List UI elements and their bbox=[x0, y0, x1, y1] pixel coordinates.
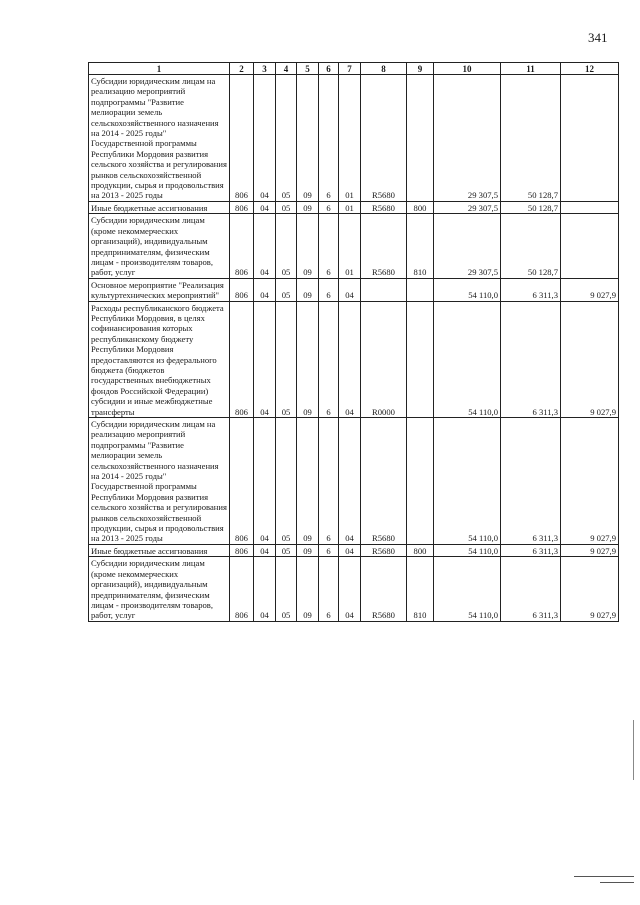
column-header: 12 bbox=[561, 63, 619, 75]
cell-amount-col12: 9 027,9 bbox=[561, 278, 619, 301]
row-description: Субсидии юридическим лицам на реализацию мероприятий подпрограммы "Развитие мелиорации земель сельскохозяйственного назначения на 2014 - 2025 годы" Государственной программы Республики Мордовия развития сельского хозяйства и регулирования рынков сельскохозяйственной продукции, сырья и продовольствия на 2013 - 2025 годы bbox=[89, 75, 230, 202]
cell-subprogram: 6 bbox=[319, 418, 339, 545]
column-header: 1 bbox=[89, 63, 230, 75]
cell-subsection: 05 bbox=[276, 557, 297, 621]
cell-amount-col10: 54 110,0 bbox=[434, 278, 501, 301]
table-row bbox=[89, 214, 619, 278]
cell-section: 04 bbox=[254, 544, 276, 556]
cell-program: 09 bbox=[297, 278, 319, 301]
cell-amount-col12: 9 027,9 bbox=[561, 301, 619, 417]
cell-program: 09 bbox=[297, 301, 319, 417]
scan-mark bbox=[600, 882, 634, 883]
column-header: 7 bbox=[339, 63, 361, 75]
cell-ministry-code: 806 bbox=[230, 544, 254, 556]
cell-subprogram: 6 bbox=[319, 557, 339, 621]
cell-expense-type bbox=[407, 278, 434, 301]
cell-amount-col10: 54 110,0 bbox=[434, 544, 501, 556]
cell-amount-col10: 54 110,0 bbox=[434, 557, 501, 621]
scan-mark bbox=[633, 720, 634, 780]
cell-expense-type: 800 bbox=[407, 544, 434, 556]
cell-section: 04 bbox=[254, 278, 276, 301]
table-row bbox=[89, 557, 619, 621]
cell-expense-direction: R5680 bbox=[361, 75, 407, 202]
cell-amount-col12 bbox=[561, 201, 619, 213]
column-header: 4 bbox=[276, 63, 297, 75]
table-row bbox=[89, 201, 619, 213]
row-description: Субсидии юридическим лицам (кроме некоммерческих организаций), индивидуальным предпринимателям, физическим лицам - производителям товаров, работ, услуг bbox=[89, 214, 230, 278]
table-header-row bbox=[89, 63, 619, 75]
column-header: 8 bbox=[361, 63, 407, 75]
cell-section: 04 bbox=[254, 301, 276, 417]
table-body bbox=[89, 75, 619, 622]
cell-expense-type: 810 bbox=[407, 214, 434, 278]
column-header: 5 bbox=[297, 63, 319, 75]
cell-ministry-code: 806 bbox=[230, 201, 254, 213]
cell-ministry-code: 806 bbox=[230, 278, 254, 301]
cell-expense-type bbox=[407, 418, 434, 545]
table-row bbox=[89, 544, 619, 556]
cell-main-event: 04 bbox=[339, 557, 361, 621]
cell-amount-col12: 9 027,9 bbox=[561, 418, 619, 545]
cell-subprogram: 6 bbox=[319, 75, 339, 202]
cell-subprogram: 6 bbox=[319, 544, 339, 556]
cell-program: 09 bbox=[297, 214, 319, 278]
cell-main-event: 04 bbox=[339, 418, 361, 545]
cell-amount-col11: 50 128,7 bbox=[501, 75, 561, 202]
cell-amount-col11: 50 128,7 bbox=[501, 214, 561, 278]
cell-main-event: 04 bbox=[339, 278, 361, 301]
table-row bbox=[89, 418, 619, 545]
cell-amount-col10: 29 307,5 bbox=[434, 75, 501, 202]
scan-mark bbox=[574, 876, 634, 877]
cell-expense-direction: R5680 bbox=[361, 544, 407, 556]
cell-subprogram: 6 bbox=[319, 201, 339, 213]
cell-amount-col12: 9 027,9 bbox=[561, 557, 619, 621]
cell-program: 09 bbox=[297, 75, 319, 202]
cell-program: 09 bbox=[297, 557, 319, 621]
cell-amount-col10: 29 307,5 bbox=[434, 201, 501, 213]
column-header: 6 bbox=[319, 63, 339, 75]
table-row bbox=[89, 278, 619, 301]
cell-subsection: 05 bbox=[276, 201, 297, 213]
cell-subsection: 05 bbox=[276, 544, 297, 556]
cell-ministry-code: 806 bbox=[230, 214, 254, 278]
cell-amount-col10: 54 110,0 bbox=[434, 418, 501, 545]
cell-expense-direction: R5680 bbox=[361, 201, 407, 213]
cell-main-event: 01 bbox=[339, 214, 361, 278]
cell-program: 09 bbox=[297, 544, 319, 556]
cell-expense-type bbox=[407, 75, 434, 202]
cell-subprogram: 6 bbox=[319, 301, 339, 417]
page-number: 341 bbox=[588, 30, 608, 45]
cell-subsection: 05 bbox=[276, 278, 297, 301]
column-header: 10 bbox=[434, 63, 501, 75]
cell-main-event: 04 bbox=[339, 544, 361, 556]
cell-ministry-code: 806 bbox=[230, 418, 254, 545]
cell-amount-col10: 29 307,5 bbox=[434, 214, 501, 278]
cell-ministry-code: 806 bbox=[230, 557, 254, 621]
cell-main-event: 04 bbox=[339, 301, 361, 417]
cell-section: 04 bbox=[254, 418, 276, 545]
cell-expense-direction bbox=[361, 278, 407, 301]
column-header: 9 bbox=[407, 63, 434, 75]
cell-expense-direction: R5680 bbox=[361, 214, 407, 278]
cell-ministry-code: 806 bbox=[230, 75, 254, 202]
cell-section: 04 bbox=[254, 75, 276, 202]
cell-section: 04 bbox=[254, 201, 276, 213]
column-header: 3 bbox=[254, 63, 276, 75]
cell-subsection: 05 bbox=[276, 75, 297, 202]
cell-amount-col11: 6 311,3 bbox=[501, 418, 561, 545]
cell-amount-col12 bbox=[561, 214, 619, 278]
cell-main-event: 01 bbox=[339, 201, 361, 213]
cell-amount-col11: 6 311,3 bbox=[501, 544, 561, 556]
column-header: 2 bbox=[230, 63, 254, 75]
cell-amount-col12 bbox=[561, 75, 619, 202]
row-description: Субсидии юридическим лицам на реализацию мероприятий подпрограммы "Развитие мелиорации земель сельскохозяйственного назначения на 2014 - 2025 годы" Государственной программы Республики Мордовия развития сельского хозяйства и регулирования рынков сельскохозяйственной продукции, сырья и продовольствия на 2013 - 2025 годы bbox=[89, 418, 230, 545]
row-description: Основное мероприятие "Реализация культуртехнических мероприятий" bbox=[89, 278, 230, 301]
row-description: Иные бюджетные ассигнования bbox=[89, 201, 230, 213]
cell-expense-direction: R5680 bbox=[361, 557, 407, 621]
budget-table bbox=[88, 62, 619, 622]
cell-amount-col11: 50 128,7 bbox=[501, 201, 561, 213]
row-description: Субсидии юридическим лицам (кроме некоммерческих организаций), индивидуальным предпринимателям, физическим лицам - производителям товаров, работ, услуг bbox=[89, 557, 230, 621]
table-row bbox=[89, 75, 619, 202]
cell-expense-type: 810 bbox=[407, 557, 434, 621]
cell-expense-direction: R5680 bbox=[361, 418, 407, 545]
cell-program: 09 bbox=[297, 201, 319, 213]
column-header: 11 bbox=[501, 63, 561, 75]
row-description: Иные бюджетные ассигнования bbox=[89, 544, 230, 556]
cell-amount-col11: 6 311,3 bbox=[501, 301, 561, 417]
cell-section: 04 bbox=[254, 557, 276, 621]
cell-program: 09 bbox=[297, 418, 319, 545]
cell-subprogram: 6 bbox=[319, 214, 339, 278]
cell-expense-type bbox=[407, 301, 434, 417]
cell-subsection: 05 bbox=[276, 301, 297, 417]
cell-subsection: 05 bbox=[276, 214, 297, 278]
table-row bbox=[89, 301, 619, 417]
cell-amount-col11: 6 311,3 bbox=[501, 278, 561, 301]
cell-amount-col12: 9 027,9 bbox=[561, 544, 619, 556]
cell-ministry-code: 806 bbox=[230, 301, 254, 417]
row-description: Расходы республиканского бюджета Республики Мордовия, в целях софинансирования которых республиканскому бюджету Республики Мордовия предоставляются из федерального бюджета (бюджетов государственных внебюджетных фондов Российской Федерации) субсидии и иные межбюджетные трансферты bbox=[89, 301, 230, 417]
cell-subsection: 05 bbox=[276, 418, 297, 545]
cell-main-event: 01 bbox=[339, 75, 361, 202]
cell-section: 04 bbox=[254, 214, 276, 278]
cell-amount-col10: 54 110,0 bbox=[434, 301, 501, 417]
cell-amount-col11: 6 311,3 bbox=[501, 557, 561, 621]
cell-expense-direction: R0000 bbox=[361, 301, 407, 417]
cell-subprogram: 6 bbox=[319, 278, 339, 301]
cell-expense-type: 800 bbox=[407, 201, 434, 213]
